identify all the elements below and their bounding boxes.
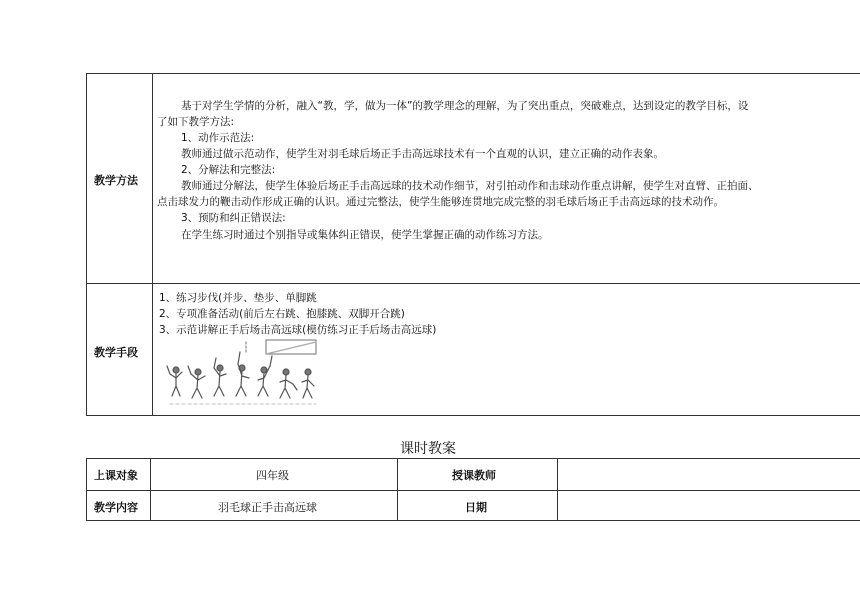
class-target-label: 上课对象 xyxy=(94,469,138,482)
method-line: 3、预防和纠正错误法: xyxy=(181,212,286,224)
teaching-means-label: 教学手段 xyxy=(94,346,138,359)
teaching-content-value: 羽毛球正手击高远球 xyxy=(218,501,317,514)
badminton-stroke-sequence-figure xyxy=(166,338,322,412)
teaching-method-label: 教学方法 xyxy=(94,174,138,187)
teacher-label: 授课教师 xyxy=(452,469,496,482)
teaching-content-label: 教学内容 xyxy=(94,501,138,514)
lesson-plan-title: 课时教案 xyxy=(400,441,456,457)
method-line: 基于对学生学情的分析，融入“教，学，做为一体”的教学理念的理解，为了突出重点，突破难点，达到设定的教学目标，设 xyxy=(181,100,749,112)
means-item: 2、专项准备活动(前后左右跳、抱膝跳、双脚开合跳) xyxy=(159,308,405,320)
method-line: 1、动作示范法: xyxy=(181,132,255,144)
method-line: 点击球发力的鞭击动作形成正确的认识。通过完整法，使学生能够连贯地完成完整的羽毛球后场正手击高远球的技术动作。 xyxy=(157,196,724,208)
means-item: 3、示范讲解正手后场击高远球(模仿练习正手后场击高远球) xyxy=(159,324,437,336)
method-line: 教师通过做示范动作，使学生对羽毛球后场正手击高远球技术有一个直观的认识，建立正确的动作表象。 xyxy=(181,148,664,160)
method-line: 2、分解法和完整法: xyxy=(181,164,276,176)
method-line: 在学生练习时通过个别指导或集体纠正错误，使学生掌握正确的动作练习方法。 xyxy=(181,229,549,241)
method-line: 了如下教学方法: xyxy=(157,116,235,128)
method-line: 教师通过分解法，使学生体验后场正手击高远球的技术动作细节，对引拍动作和击球动作重点讲解，使学生对直臂、正拍面、 xyxy=(181,180,759,192)
means-item: 1、练习步伐(并步、垫步、单脚跳 xyxy=(159,292,317,304)
date-label: 日期 xyxy=(465,501,487,514)
class-target-value: 四年级 xyxy=(256,469,289,482)
